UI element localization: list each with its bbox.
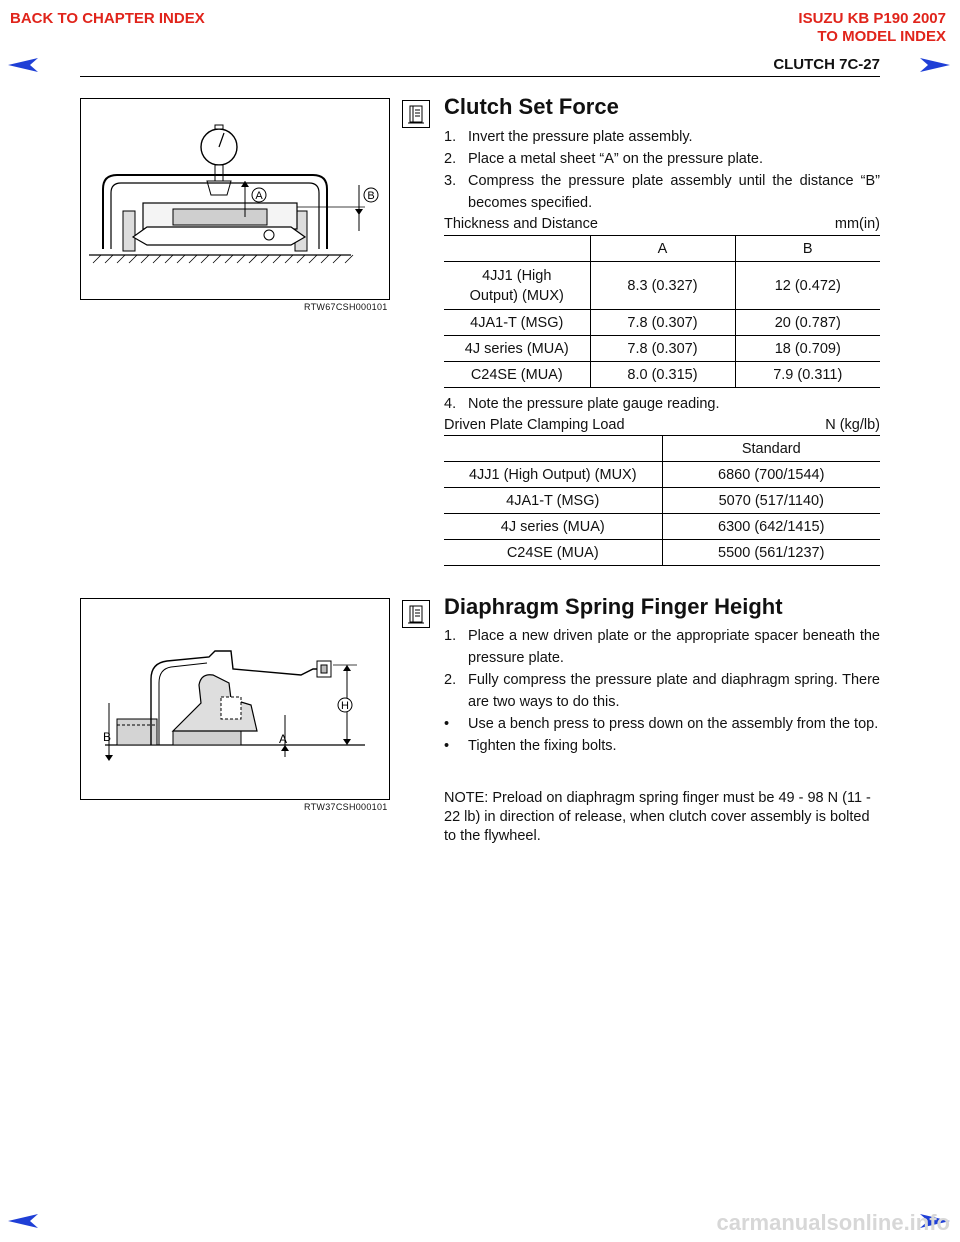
service-book-icon <box>402 100 430 128</box>
next-page-arrow-icon[interactable] <box>918 56 952 74</box>
table-row <box>444 436 880 462</box>
step-1: 1. Invert the pressure plate assembly. <box>444 129 693 145</box>
figure2-label-b: B <box>103 730 112 744</box>
table2-caption-title: Driven Plate Clamping Load <box>444 417 625 433</box>
col-header-standard: Standard <box>662 436 880 462</box>
page-code: CLUTCH 7C-27 <box>773 56 880 73</box>
step-4-block <box>444 393 880 415</box>
clutch-set-force-diagram <box>81 99 389 299</box>
table-row <box>444 236 880 262</box>
table-row: C24SE (MUA) 5500 (561/1237) <box>444 540 880 566</box>
model-title: ISUZU KB P190 2007 <box>798 10 946 27</box>
clamping-load-table <box>444 435 880 566</box>
table1-caption-unit: mm(in) <box>834 216 880 232</box>
thickness-distance-table <box>444 235 880 388</box>
diaphragm-finger-height-figure <box>80 598 390 800</box>
section-title-clutch-set-force: Clutch Set Force <box>444 94 619 119</box>
site-watermark: carmanualsonline.info <box>716 1210 950 1235</box>
diaphragm-finger-height-diagram <box>81 599 389 799</box>
table2-caption <box>444 417 880 433</box>
header-rule <box>80 76 880 77</box>
figure2-label-h: H <box>341 700 349 712</box>
step-2: 2. Fully compress the pressure plate and diaphragm spring. There are two ways to do this. <box>444 672 880 710</box>
table1-caption-title: Thickness and Distance <box>444 216 598 232</box>
table1-caption <box>444 216 880 232</box>
section-title-diaphragm-spring-finger-height: Diaphragm Spring Finger Height <box>444 594 783 619</box>
clutch-set-force-steps <box>444 126 880 214</box>
model-index-link[interactable] <box>798 10 946 46</box>
table-row: 4JA1-T (MSG) 7.8 (0.307) 20 (0.787) <box>444 310 880 336</box>
table-row: 4JJ1 (High Output) (MUX) 8.3 (0.327) 12 (0.472) <box>444 262 880 310</box>
table-row: 4J series (MUA) 7.8 (0.307) 18 (0.709) <box>444 336 880 362</box>
col-header-b: B <box>735 236 880 262</box>
previous-page-arrow-icon[interactable] <box>6 1212 40 1230</box>
bullet-bench-press: • Use a bench press to press down on the assembly from the top. <box>444 716 879 732</box>
service-book-icon <box>402 600 430 628</box>
table2-caption-unit: N (kg/lb) <box>825 417 880 433</box>
figure2-label-a: A <box>279 732 288 746</box>
col-header-a: A <box>590 236 735 262</box>
figure1-code: RTW67CSH000101 <box>304 302 388 312</box>
step-3: 3. Compress the pressure plate assembly until the distance “B” becomes specified. <box>444 173 880 211</box>
preload-note: NOTE: Preload on diaphragm spring finger must be 49 - 98 N (11 - 22 lb) in direction of release, when clutch cover assembly is bolted to the flywheel. <box>444 790 871 844</box>
table-row: C24SE (MUA) 8.0 (0.315) 7.9 (0.311) <box>444 362 880 388</box>
step-2: 2. Place a metal sheet “A” on the pressure plate. <box>444 151 763 167</box>
step-4: 4. Note the pressure plate gauge reading. <box>444 396 720 412</box>
table-row: 4JA1-T (MSG) 5070 (517/1140) <box>444 488 880 514</box>
step-1: 1. Place a new driven plate or the appropriate spacer beneath the pressure plate. <box>444 628 880 666</box>
to-model-index[interactable]: TO MODEL INDEX <box>817 28 946 45</box>
figure2-code: RTW37CSH000101 <box>304 802 388 812</box>
previous-page-arrow-icon[interactable] <box>6 56 40 74</box>
table-row: 4JJ1 (High Output) (MUX) 6860 (700/1544) <box>444 462 880 488</box>
clutch-set-force-figure <box>80 98 390 300</box>
bullet-fixing-bolts: • Tighten the fixing bolts. <box>444 738 617 754</box>
diaphragm-steps <box>444 625 880 757</box>
figure1-label-a: A <box>255 190 263 202</box>
table-row: 4J series (MUA) 6300 (642/1415) <box>444 514 880 540</box>
figure1-label-b: B <box>367 190 375 202</box>
back-to-chapter-index-link[interactable]: BACK TO CHAPTER INDEX <box>10 10 205 27</box>
